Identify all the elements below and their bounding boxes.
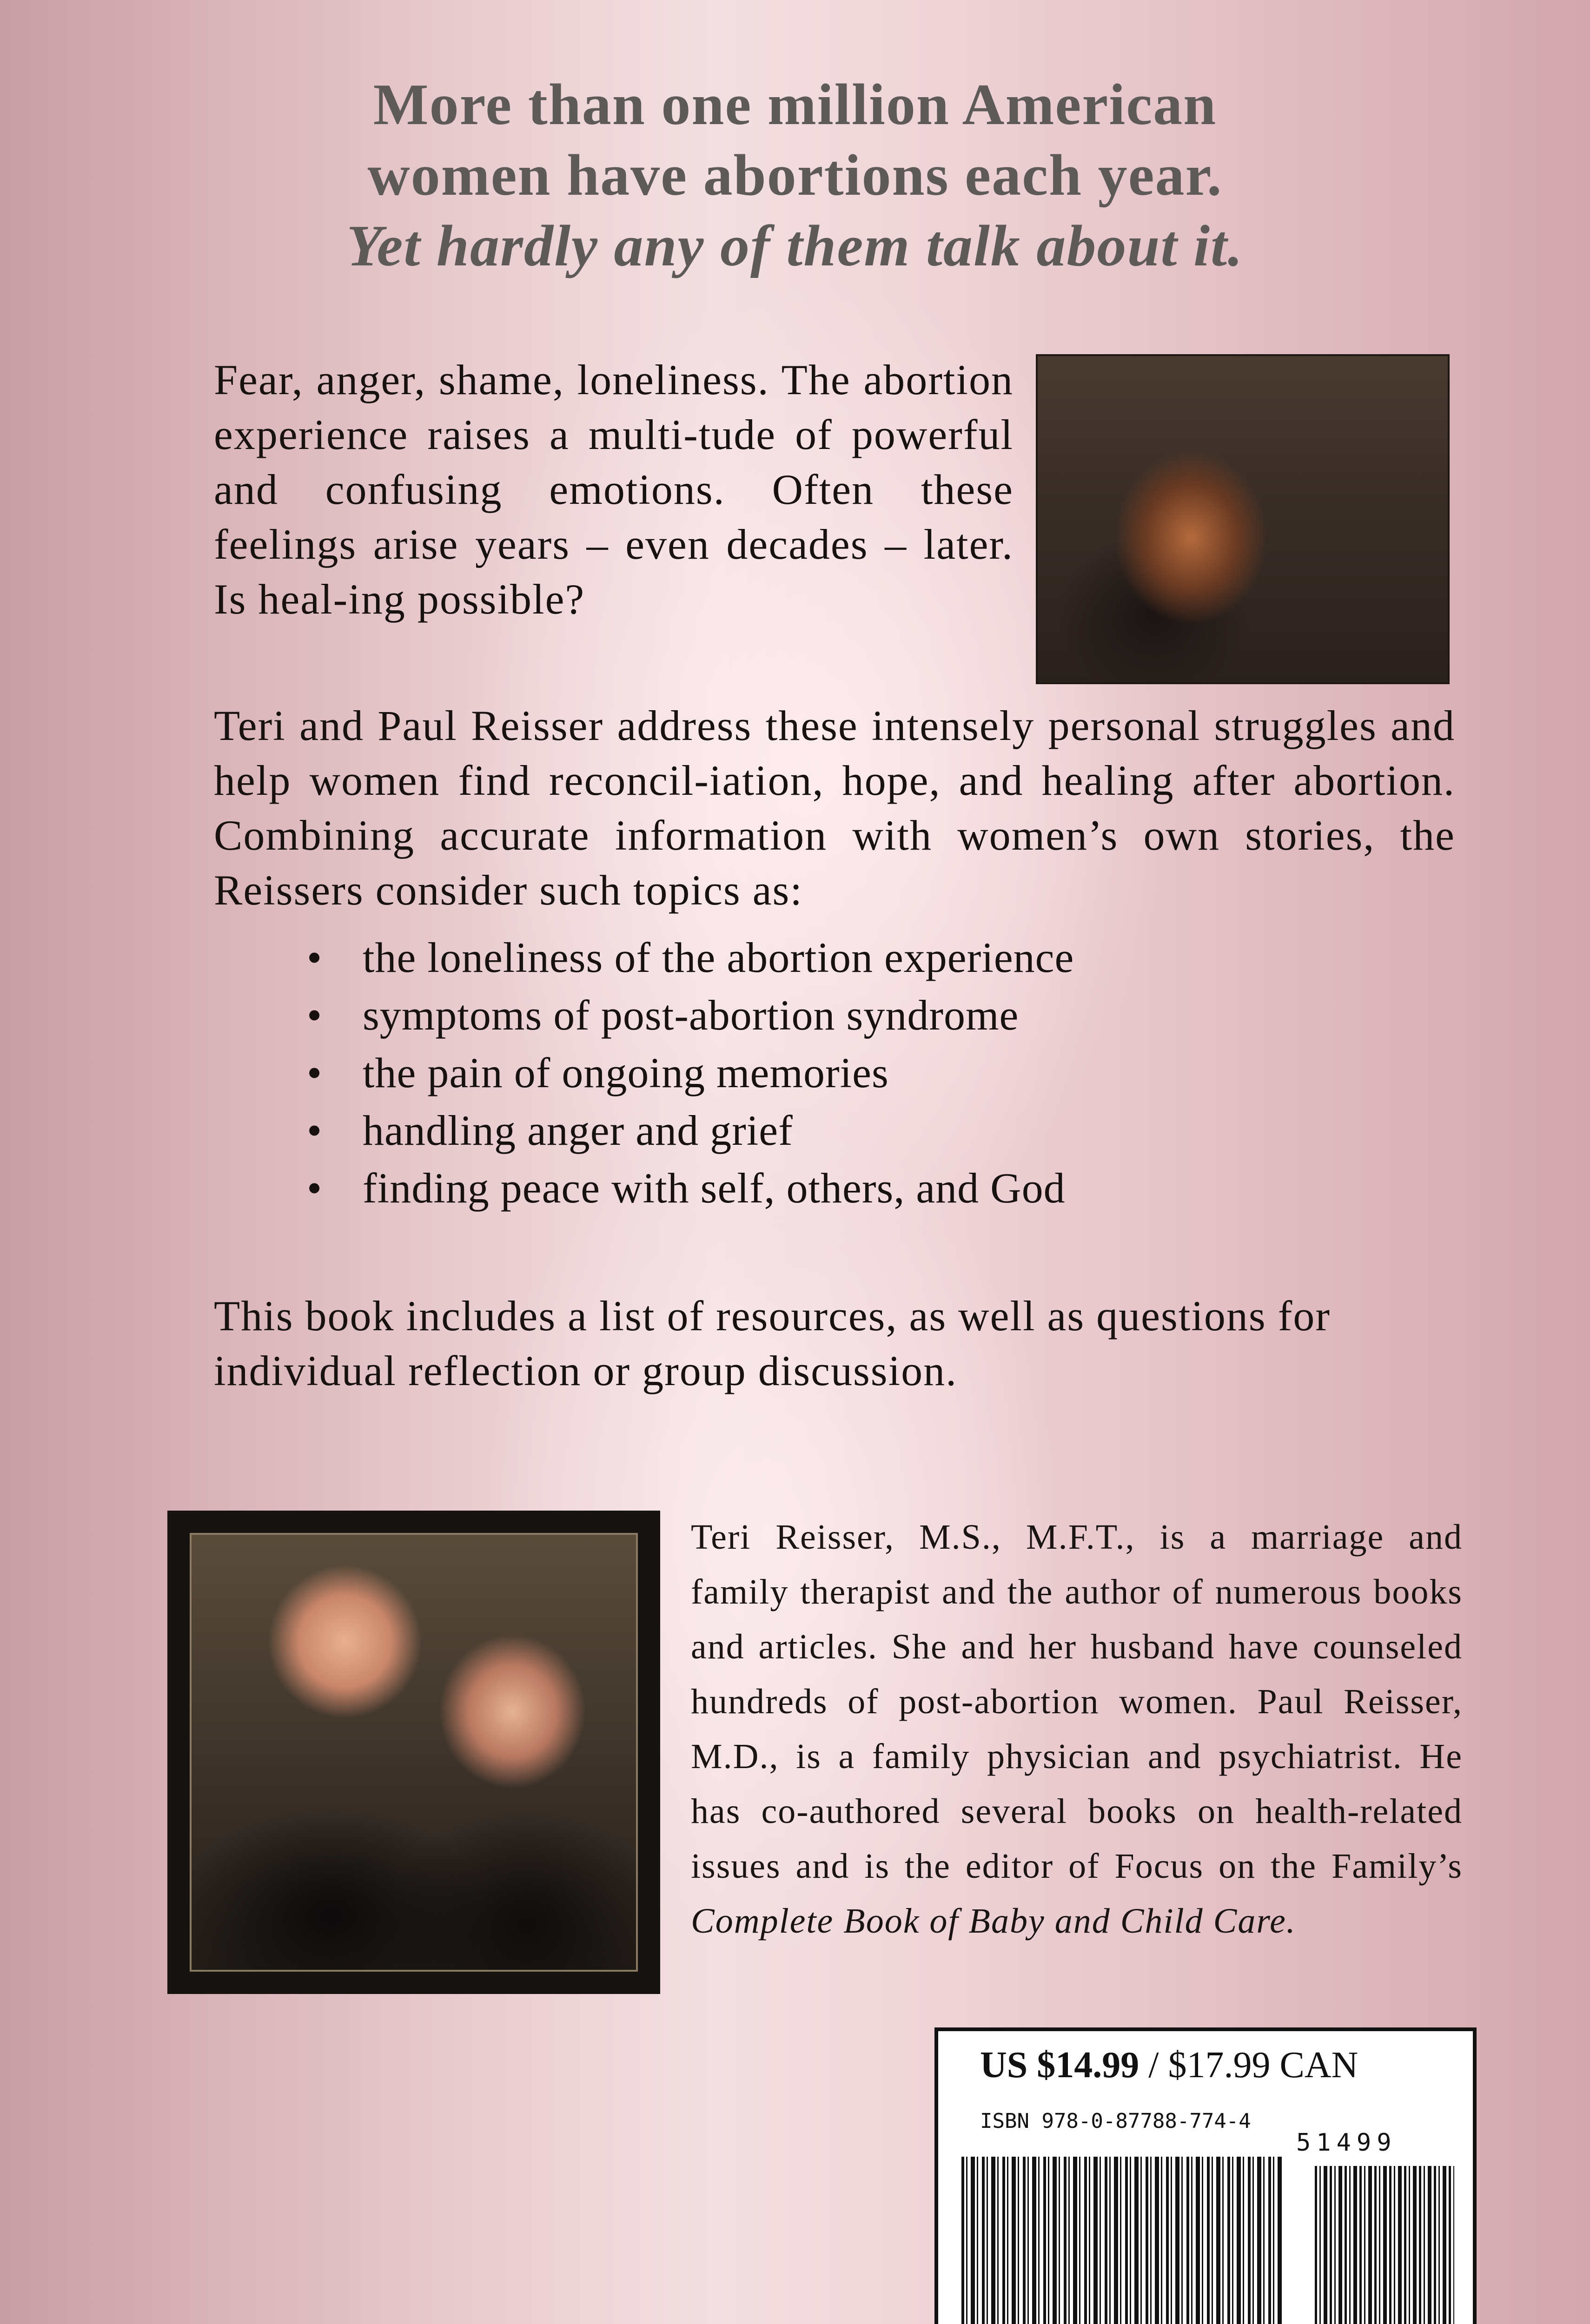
barcode-icon: [961, 2157, 1282, 2324]
headline-line-3: Yet hardly any of them talk about it.: [346, 214, 1244, 278]
price-addon-code: 51499: [1296, 2129, 1397, 2157]
intro-paragraph-2: Teri and Paul Reisser address these intensely personal struggles and help women find reconcil-iation, hope, and healing after abortion. Combining accurate information with women’s own stories, the Reissers consider such topics as:: [214, 702, 1455, 914]
list-item: • the pain of ongoing memories: [307, 1044, 1423, 1102]
topic-list: [307, 929, 1423, 1217]
bullet-icon: •: [307, 1049, 323, 1096]
price-can: / $17.99 CAN: [1139, 2045, 1358, 2086]
headline-line-2: women have abortions each year.: [367, 143, 1223, 208]
woman-photo: [1036, 354, 1450, 684]
intro-paragraph-1: Fear, anger, shame, loneliness. The abortion experience raises a multi-tude of powerful and confusing emotions. Often these feelings arise years – even decades – later. Is heal-ing possible?: [214, 356, 1014, 623]
bullet-icon: •: [307, 991, 323, 1039]
book-title: Complete Book of Baby and Child Care.: [691, 1901, 1296, 1941]
price-label: [980, 2044, 1358, 2086]
list-item: • symptoms of post-abortion syndrome: [307, 986, 1423, 1044]
bullet-icon: •: [307, 934, 323, 981]
author-bio-text: Teri Reisser, M.S., M.F.T., is a marriage and family therapist and the author of numerous books and articles. She and her husband have counseled hundreds of post-abortion women. Paul Reisser, M.D., is a family physician and psychiatrist. He has co-authored several books on health-related issues and is the editor of Focus on the Family’s: [691, 1518, 1463, 1886]
list-item: • finding peace with self, others, and God: [307, 1159, 1423, 1217]
addon-barcode-icon: [1315, 2166, 1454, 2324]
closing-paragraph: This book includes a list of resources, as well as questions for individual reflection or group discussion.: [214, 1292, 1331, 1394]
bullet-icon: •: [307, 1164, 323, 1212]
authors-photo-frame: [190, 1533, 638, 1972]
price-us: US $14.99: [980, 2045, 1140, 2086]
author-bio: [691, 1510, 1463, 1948]
authors-photo: [167, 1511, 660, 1994]
isbn-label: ISBN 978-0-87788-774-4: [980, 2109, 1251, 2133]
headline: [0, 70, 1590, 282]
headline-line-1: More than one million American: [373, 73, 1217, 137]
list-item: • the loneliness of the abortion experience: [307, 929, 1423, 986]
price-barcode-box: [934, 2027, 1477, 2324]
list-item: • handling anger and grief: [307, 1102, 1423, 1159]
bullet-icon: •: [307, 1107, 323, 1154]
